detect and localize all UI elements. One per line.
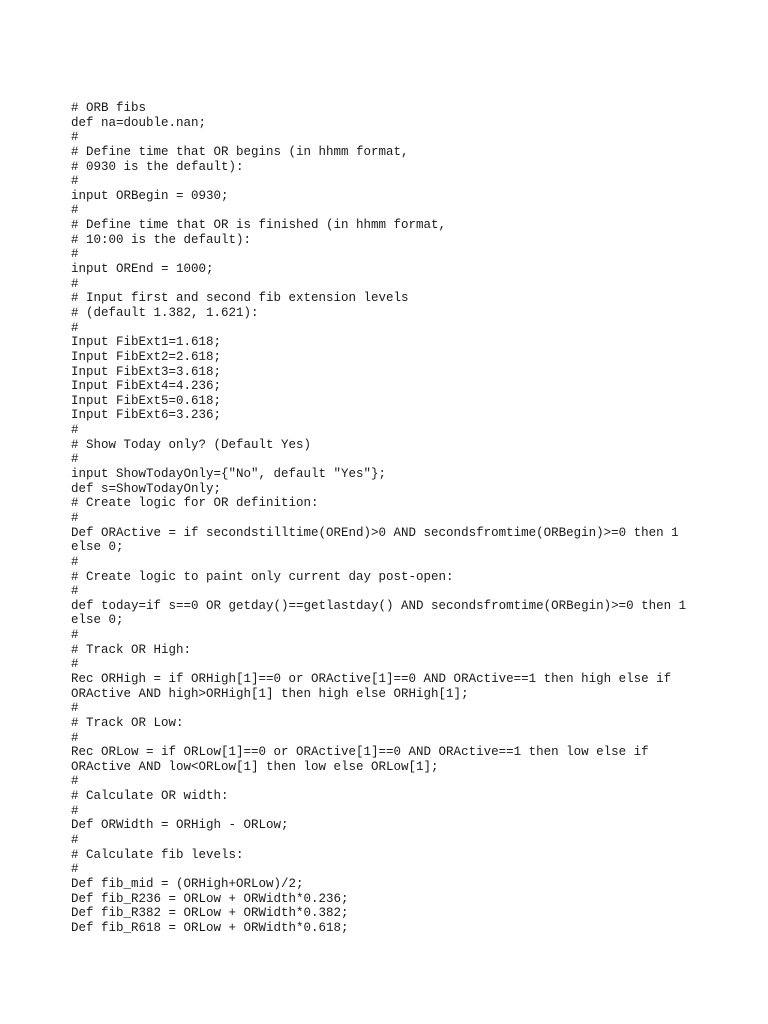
code-line: # Calculate fib levels: [71,847,244,862]
code-line: # [71,174,79,189]
code-line: Def fib_mid = (ORHigh+ORLow)/2; [71,876,304,891]
code-line: Def fib_R382 = ORLow + ORWidth*0.382; [71,906,349,921]
code-line: # [71,276,79,291]
code-line: # Track OR High: [71,642,192,657]
code-line: Input FibExt5=0.618; [71,393,222,408]
code-line: # [71,774,79,789]
code-line: Input FibExt4=4.236; [71,379,222,394]
code-line: # [71,862,79,877]
code-line: # Create logic for OR definition: [71,496,319,511]
code-line: # [71,803,79,818]
code-line: # Define time that OR is finished (in hhmm format, [71,218,447,233]
code-line: ORActive AND high>ORHigh[1] then high else ORHigh[1]; [71,686,469,701]
code-line: Def ORActive = if secondstilltime(OREnd)>0 AND secondsfromtime(ORBegin)>=0 then 1 [71,525,679,540]
code-line: Def fib_R236 = ORLow + ORWidth*0.236; [71,891,349,906]
code-line: Input FibExt6=3.236; [71,408,222,423]
code-line: # Track OR Low: [71,715,184,730]
code-line: # [71,730,79,745]
code-line: # [71,203,79,218]
code-line: # [71,833,79,848]
code-line: Input FibExt1=1.618; [71,335,222,350]
code-line: # [71,510,79,525]
code-line: # Input first and second fib extension levels [71,291,409,306]
code-line: Input FibExt2=2.618; [71,349,222,364]
code-line: Def fib_R618 = ORLow + ORWidth*0.618; [71,920,349,935]
code-line: Input FibExt3=3.618; [71,364,222,379]
code-line: # (default 1.382, 1.621): [71,305,259,320]
code-line: else 0; [71,540,124,555]
code-line: else 0; [71,613,124,628]
code-line: ORActive AND low<ORLow[1] then low else ORLow[1]; [71,759,439,774]
code-line: # Calculate OR width: [71,789,229,804]
code-line: # [71,584,79,599]
code-line: # [71,423,79,438]
code-line: input ShowTodayOnly={"No", default "Yes"}; [71,467,387,482]
code-line: # 0930 is the default): [71,159,244,174]
code-line: def na=double.nan; [71,115,207,130]
code-line: # [71,130,79,145]
code-line: # [71,320,79,335]
code-line: # [71,657,79,672]
code-line: Rec ORLow = if ORLow[1]==0 or ORActive[1]==0 AND ORActive==1 then low else if [71,745,649,760]
code-line: def today=if s==0 OR getday()==getlastday() AND secondsfromtime(ORBegin)>=0 then 1 [71,598,687,613]
code-line: # Create logic to paint only current day post-open: [71,569,454,584]
code-line: def s=ShowTodayOnly; [71,481,222,496]
code-line: # [71,554,79,569]
code-line: Rec ORHigh = if ORHigh[1]==0 or ORActive[1]==0 AND ORActive==1 then high else if [71,671,672,686]
code-line: # [71,452,79,467]
code-line: Def ORWidth = ORHigh - ORLow; [71,818,289,833]
code-line: input ORBegin = 0930; [71,188,229,203]
code-line: # Define time that OR begins (in hhmm format, [71,144,409,159]
code-line: # ORB fibs [71,101,147,115]
code-line: # [71,628,79,643]
code-listing [71,101,686,936]
code-line: # 10:00 is the default): [71,232,252,247]
code-line: # Show Today only? (Default Yes) [71,437,312,452]
code-line: # [71,701,79,716]
code-line: input OREnd = 1000; [71,262,214,277]
code-line: # [71,247,79,262]
